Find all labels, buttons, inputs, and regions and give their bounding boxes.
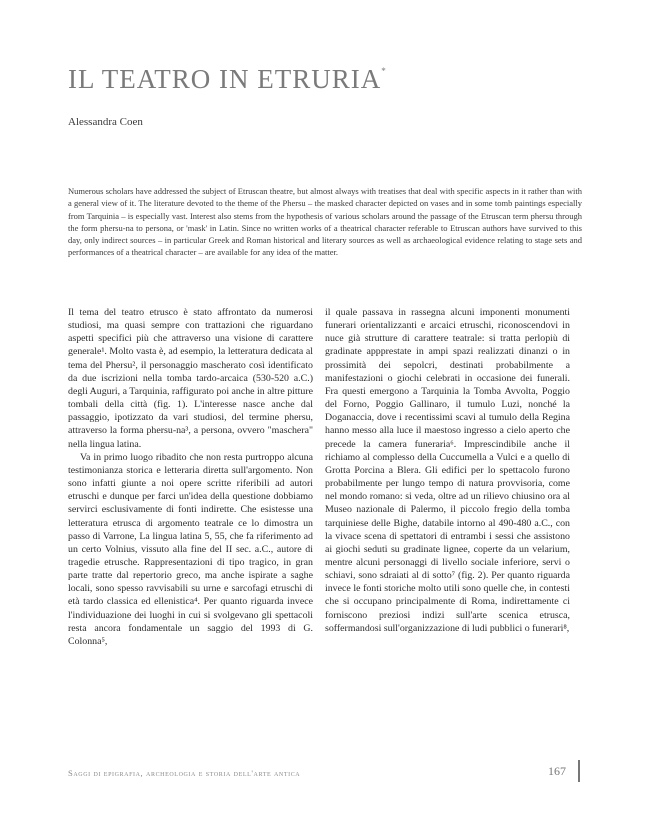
running-footer [68, 768, 300, 778]
article-title-text: IL TEATRO IN ETRURIA [68, 64, 382, 94]
title-footnote-marker: * [381, 66, 386, 76]
article-title [68, 64, 386, 95]
body-column-left [68, 306, 313, 648]
body-paragraph: Il tema del teatro etrusco è stato affrontato da numerosi studiosi, ma quasi sempre con trattazioni che riguardano aspetti specifici più che attraverso una visione di carattere generale¹. Molto vasta è, ad esempio, la letteratura dedicata al tema del Phersu², il personaggio mascherato così identificato da due iscrizioni nella tomba tardo-arcaica (530-520 a.C.) degli Auguri, a Tarquinia, raffigurato poi anche in altre pitture tombali della città (fig. 1). L'interesse nasce anche dal passaggio, ipotizzato da vari studiosi, del termine phersu, attraverso la forma phersu-na³, a persona, ovvero "maschera" nella lingua latina. [68, 307, 313, 450]
body-paragraph: il quale passava in rassegna alcuni imponenti monumenti funerari orientalizzanti e arcaici etruschi, riconoscendovi in nuce già strutture di carattere teatrale: si tratta perlopiù di gradinate appprestate in ampi spazi realizzati dinanzi o in prossimità dei sepolcri, destinati probabilmente a manifestazioni o giochi celebrati in occasione dei funerali. Fra questi emergono a Tarquinia la Tomba Avvolta, Poggio del Forno, Poggio Gallinaro, il tumulo Luzi, nonché la Doganaccia, dove i recentissimi scavi al tumulo della Regina hanno messo alla luce il maestoso ingresso a cielo aperto che precede la camera funeraria⁶. Imprescindibile anche il richiamo al complesso della Cuccumella a Vulci e a quello di Grotta Porcina a Blera. Gli edifici per lo spettacolo furono probabilmente per lungo tempo di natura provvisoria, come nel mondo romano: si veda, oltre ad un rilievo chiusino ora al Museo nazionale di Palermo, il piccolo fregio della tomba tarquiniese delle Bighe, databile intorno al 490-480 a.C., con la vivace scena di spettatori di entrambi i sessi che assistono ai giochi seduti su gradinate lignee, coperte da un velarium, mentre alcuni personaggi di livello sociale inferiore, servi o schiavi, sono sdraiati al di sotto⁷ (fig. 2). Per quanto riguarda invece le fonti storiche molto utili sono quelle che, in contesti che si occupano principalmente di Roma, indirettamente ci forniscono preziosi indizi sull'arte scenica etrusca, soffermandosi sull'organizzazione di ludi pubblici o funerari⁸, [325, 307, 570, 634]
page-number-rule [578, 760, 580, 782]
page-number: 167 [548, 764, 566, 778]
abstract: Numerous scholars have addressed the subject of Etruscan theatre, but almost always with treatises that deal with specific aspects in it rather than with a general view of it. The literature devoted to the theme of the Phersu – the masked character depicted on vases and in some tomb paintings especially from Tarquinia – is especially vast. Interest also stems from the hypothesis of various scholars around the passage of the Etruscan term phersu through the form phersu-na to persona, or 'mask' in Latin. Since no written works of a theatrical character referable to Etruscan authors have survived to this day, only indirect sources – in particular Greek and Roman historical and literary sources as well as archaeological evidence relating to stage sets and performances of a theatrical character – are available for any idea of the matter. [68, 186, 582, 258]
body-column-right [325, 306, 570, 635]
footer-series-title: Saggi di epigrafia, archeologia e storia dell'arte antica [68, 768, 301, 778]
author-name: Alessandra Coen [68, 116, 143, 128]
body-paragraph: Va in primo luogo ribadito che non resta purtroppo alcuna testimonianza storica e letteraria diretta sull'argomento. Non sono infatti giunte a noi opere scritte riferibili ad autori etruschi e dunque per farci un'idea della questione dobbiamo servirci esclusivamente di fonti indirette. Che esistesse una letteratura etrusca di argomento teatrale ce lo dimostra un passo di Varrone, La lingua latina 5, 55, che fa riferimento ad un certo Volnius, vissuto alla fine del II sec. a.C., autore di tragedie etrusche. Rappresentazioni di tipo tragico, in gran parte tratte dal repertorio greco, ma anche ispirate a saghe locali, sono spesso ravvisabili su urne e sarcofagi etruschi di età tardo classica ed ellenistica⁴. Per quanto riguarda invece l'individuazione dei luoghi in cui si svolgevano gli spettacoli resta ancora fondamentale un saggio del 1993 di G. Colonna⁵, [68, 451, 313, 647]
